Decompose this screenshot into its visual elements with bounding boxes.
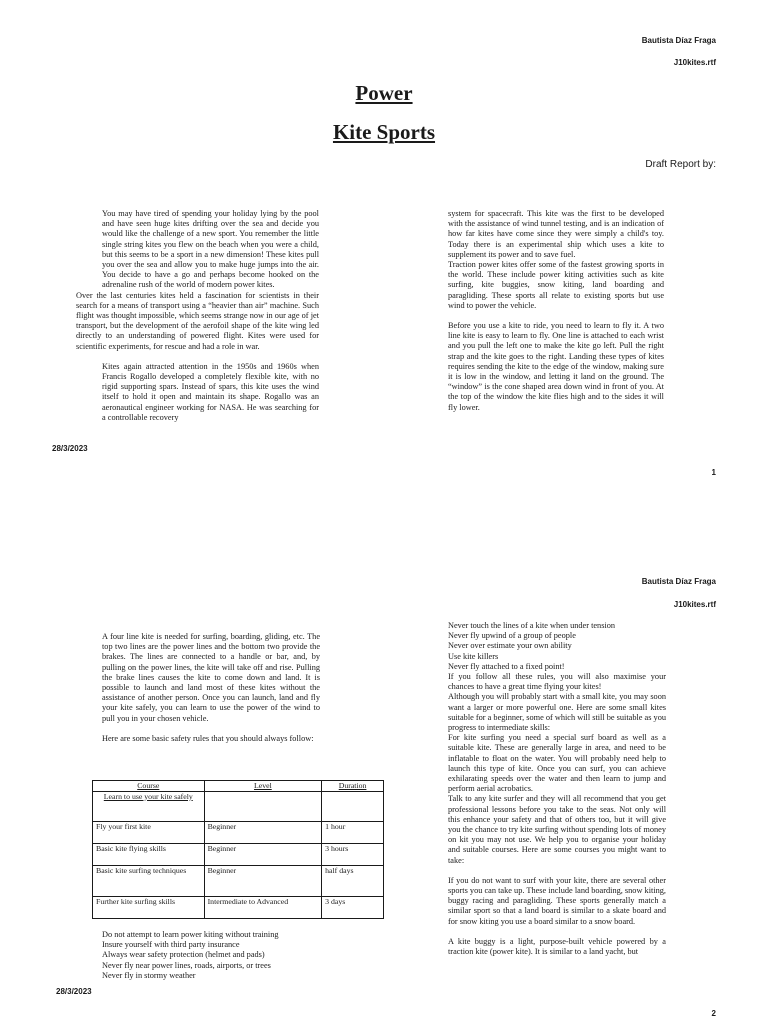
header-filename: J10kites.rtf	[673, 600, 716, 609]
paragraph: system for spacecraft. This kite was the first to be developed with the assistance of wind tunnel testing, and is an indication of how far kites have come since they were simply a child's toy. Today there is an experimental ship which uses a kite to supplement its power and to save fuel.	[448, 209, 664, 259]
paragraph: Kites again attracted attention in the 1950s and 1960s when Francis Rogallo developed a completely flexible kite, with no rigid supporting spars. Instead of spars, this kite uses the wind itself to hold it open and maintain its shape. Rogallo was an aeronautical engineer working for NASA. He was searching for a controllable recovery	[102, 361, 319, 422]
header-author: Bautista Díaz Fraga	[641, 577, 716, 586]
table-row	[93, 843, 384, 865]
table-row	[93, 865, 384, 896]
table-row	[93, 896, 384, 918]
table-cell: 1 hour	[322, 821, 384, 843]
list-item: Never touch the lines of a kite when under tension	[448, 621, 616, 630]
paragraph: If you do not want to surf with your kite, there are several other sports you can take up. These include land boarding, snow kiting, buggy racing and paragliding. These sports generally match a similar sport so that a land board is similar to a skate board and for snow kiting you use a board similar to a snow board.	[448, 875, 666, 926]
table-cell: Beginner	[204, 843, 322, 865]
table-cell: Intermediate to Advanced	[204, 896, 322, 918]
page1-left-column	[76, 209, 319, 423]
paragraph: Before you use a kite to ride, you need to learn to fly it. A two line kite is easy to learn to fly. One line is attached to each wrist and you pull the left one to make the kite go left. Pull the right strap and the kite goes to the right. Landing these types of kites requires sending the kite to the edge of the window, making sure it is low in the window, and letting it land on the ground. The “window” is the cone shaped area down wind in front of you. At the top of the window the kite flies high and to the sides it will fly lower.	[448, 321, 664, 412]
footer-date: 28/3/2023	[56, 987, 92, 996]
paragraph: Over the last centuries kites held a fascination for scientists in their search for a means of transport using a “heavier than air” machine. Such flight was thought impossible, which seems strange now in our age of jet transport, but the development of the aerofoil shape of the kite wing led directly to an understanding of powered flight. Kites were used for scientific experiments, for rescue and had a role in war.	[76, 290, 319, 351]
table-cell: half days	[322, 865, 384, 896]
paragraph: A kite buggy is a light, purpose-built vehicle powered by a traction kite (power kite). It is similar to a land yacht, but	[448, 936, 666, 957]
title-line-2: Kite Sports	[332, 120, 436, 144]
table-cell: 3 days	[322, 896, 384, 918]
table-cell: Fly your first kite	[93, 821, 205, 843]
list-item: Never fly attached to a fixed point!	[448, 661, 565, 671]
title-line-1: Power	[355, 81, 413, 105]
header-filename: J10kites.rtf	[673, 58, 716, 67]
table-row	[93, 821, 384, 843]
footer-date: 28/3/2023	[52, 444, 88, 453]
paragraph: Here are some basic safety rules that you should always follow:	[102, 733, 314, 743]
column-header: Course	[93, 781, 205, 792]
list-item: Never fly near power lines, roads, airports, or trees	[102, 960, 271, 970]
list-item: Insure yourself with third party insurance	[102, 940, 240, 950]
list-item: Use kite killers	[448, 651, 499, 661]
paragraph: If you follow all these rules, you will also maximise your chances to have a great time flying your kites!	[448, 672, 666, 692]
paragraph: Traction power kites offer some of the fastest growing sports in the world. These include power kiting activities such as kite surfing, kite buggies, snow kiting, land boarding and paragliding. These sports all relate to existing sports but use wind to power the vehicle.	[448, 260, 664, 310]
table-cell	[322, 791, 384, 821]
list-item: Never over estimate your own ability	[448, 641, 572, 651]
table-header-row	[93, 781, 384, 792]
list-item: Never fly in stormy weather	[102, 970, 196, 980]
paragraph: For kite surfing you need a special surf board as well as a suitable kite. These are generally large in area, and need to be inflatable to float on the water. You will probably need help to launch this type of kite. Once you can surf, you can achieve exhilarating speeds over the water and then learn to jump and perform aerial acrobatics.	[448, 733, 666, 794]
table-cell: Beginner	[204, 865, 322, 896]
page2-left-column	[102, 632, 320, 744]
page2-right-column	[448, 621, 666, 957]
page-number: 2	[711, 1009, 716, 1018]
table-cell: Learn to use your kite safely	[93, 791, 205, 821]
list-item: Do not attempt to learn power kiting without training	[102, 930, 279, 939]
courses-table	[92, 780, 384, 919]
column-header: Duration	[322, 781, 384, 792]
table-cell	[204, 791, 322, 821]
table-cell: Basic kite surfing techniques	[93, 865, 205, 896]
list-item: Never fly upwind of a group of people	[448, 631, 576, 641]
column-header: Level	[204, 781, 322, 792]
table-cell: 3 hours	[322, 843, 384, 865]
list-item: Always wear safety protection (helmet and pads)	[102, 950, 265, 960]
page1-right-column	[448, 209, 664, 413]
safety-rules-list-1	[102, 930, 332, 981]
paragraph: Although you will probably start with a small kite, you may soon want a larger or more powerful one. Here are some small kites suitable for a beginner, some of which will still be suitable as you progress to intermediate skills:	[448, 692, 666, 733]
paragraph: You may have tired of spending your holiday lying by the pool and have seen huge kites drifting over the sea and decide you would like the challenge of a new sport. You remember the little single string kites you flew on the beach when you were a child, but this seems to be a sport in a new dimension! These kites pull you over the sea and allow you to make huge jumps into the air. You decide to have a go and perhaps become hooked on the adrenaline rush of the world of modern power kites.	[102, 209, 319, 290]
draft-report-label: Draft Report by:	[645, 159, 716, 170]
paragraph: Talk to any kite surfer and they will all recommend that you get professional lessons before you take to the seas. Not only will this enhance your safety and that of others too, but it will give you the chance to try kite surfing without spending lots of money on kit you may not use. We help you to organise your holiday and suitable courses. Here are some courses you might want to take:	[448, 794, 666, 865]
table-cell: Basic kite flying skills	[93, 843, 205, 865]
paragraph: A four line kite is needed for surfing, boarding, gliding, etc. The top two lines are the power lines and the bottom two provide the brakes. The lines are connected to a handle or bar, and, by pulling on the power lines, the kite will take off and rise. Pulling the brake lines causes the kite to come down and land. It is possible to launch and land most of these kites without the assistance of another person. Once you can launch, land and fly your kite safely, you can learn to use the power of the wind to pull you in your chosen vehicle.	[102, 632, 320, 723]
table-cell: Beginner	[204, 821, 322, 843]
header-author: Bautista Díaz Fraga	[641, 36, 716, 45]
table-cell: Further kite surfing skills	[93, 896, 205, 918]
page-number: 1	[711, 468, 716, 477]
table-row	[93, 791, 384, 821]
